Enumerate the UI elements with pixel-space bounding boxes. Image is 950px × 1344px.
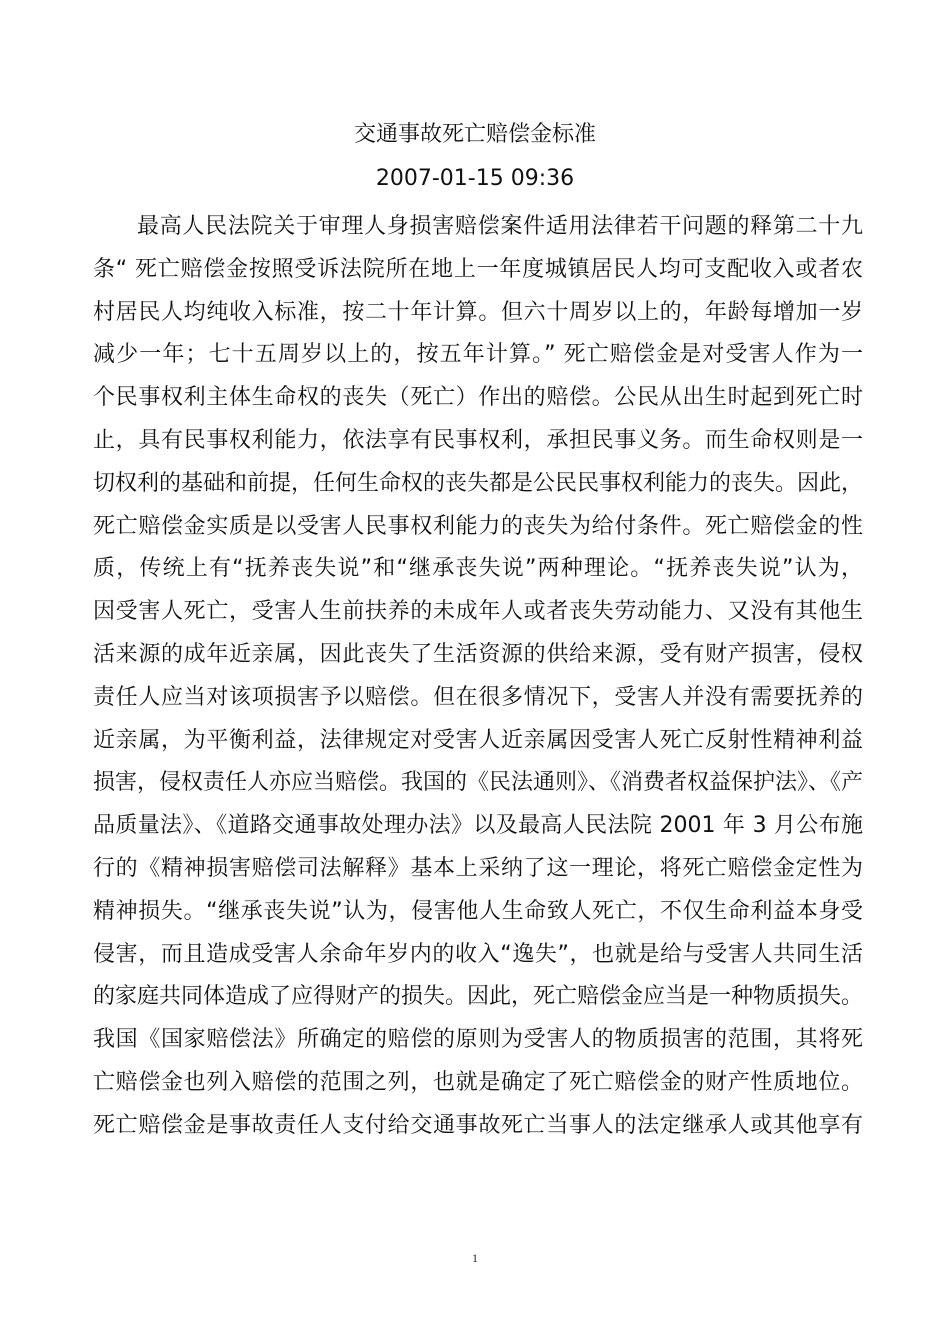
body-line: 减少一年；七十五周岁以上的，按五年计算。” 死亡赔偿金是对受害人作为一 — [93, 342, 863, 368]
body-line: 死亡赔偿金是事故责任人支付给交通事故死亡当事人的法定继承人或其他享有 — [93, 1112, 863, 1138]
body-line: 行的《精神损害赔偿司法解释》基本上采纳了这一理论，将死亡赔偿金定性为 — [93, 855, 863, 881]
body-line: 条“ 死亡赔偿金按照受诉法院所在地上一年度城镇居民人均可支配收入或者农 — [93, 256, 863, 282]
page-number: 1 — [472, 1251, 478, 1265]
body-line: 的家庭共同体造成了应得财产的损失。因此，死亡赔偿金应当是一种物质损失。 — [93, 984, 863, 1010]
body-line: 责任人应当对该项损害予以赔偿。但在很多情况下，受害人并没有需要抚养的 — [93, 684, 863, 710]
document-date: 2007-01-15 09:36 — [375, 166, 575, 191]
body-line: 个民事权利主体生命权的丧失（死亡）作出的赔偿。公民从出生时起到死亡时 — [93, 385, 863, 411]
document-title: 交通事故死亡赔偿金标准 — [353, 122, 596, 147]
body-line: 村居民人均纯收入标准，按二十年计算。但六十周岁以上的，年龄每增加一岁 — [93, 299, 863, 325]
body-line: 最高人民法院关于审理人身损害赔偿案件适用法律若干问题的释第二十九 — [137, 214, 863, 239]
body-line: 质，传统上有“抚养丧失说”和“继承丧失说”两种理论。“抚养丧失说”认为， — [93, 556, 863, 582]
body-line: 因受害人死亡，受害人生前扶养的未成年人或者丧失劳动能力、又没有其他生 — [93, 599, 863, 625]
body-line: 切权利的基础和前提，任何生命权的丧失都是公民民事权利能力的丧失。因此， — [93, 470, 863, 496]
body-line: 精神损失。“继承丧失说”认为，侵害他人生命致人死亡，不仅生命利益本身受 — [93, 898, 863, 924]
body-line: 品质量法》、《道路交通事故处理办法》以及最高人民法院 2001 年 3 月公布施 — [93, 813, 863, 839]
body-line: 止，具有民事权利能力，依法享有民事权利，承担民事义务。而生命权则是一 — [93, 427, 863, 453]
body-line: 死亡赔偿金实质是以受害人民事权利能力的丧失为给付条件。死亡赔偿金的性 — [93, 513, 863, 539]
body-line: 活来源的成年近亲属，因此丧失了生活资源的供给来源，受有财产损害，侵权 — [93, 641, 863, 667]
body-line: 损害，侵权责任人亦应当赔偿。我国的《民法通则》、《消费者权益保护法》、《产 — [93, 770, 863, 796]
document-body — [93, 206, 863, 1148]
body-line: 近亲属，为平衡利益，法律规定对受害人近亲属因受害人死亡反射性精神利益 — [93, 727, 863, 753]
body-line: 侵害，而且造成受害人余命年岁内的收入“逸失”，也就是给与受害人共同生活 — [93, 941, 863, 967]
body-line: 我国《国家赔偿法》所确定的赔偿的原则为受害人的物质损害的范围，其将死 — [93, 1027, 863, 1053]
body-line: 亡赔偿金也列入赔偿的范围之列，也就是确定了死亡赔偿金的财产性质地位。 — [93, 1069, 863, 1095]
